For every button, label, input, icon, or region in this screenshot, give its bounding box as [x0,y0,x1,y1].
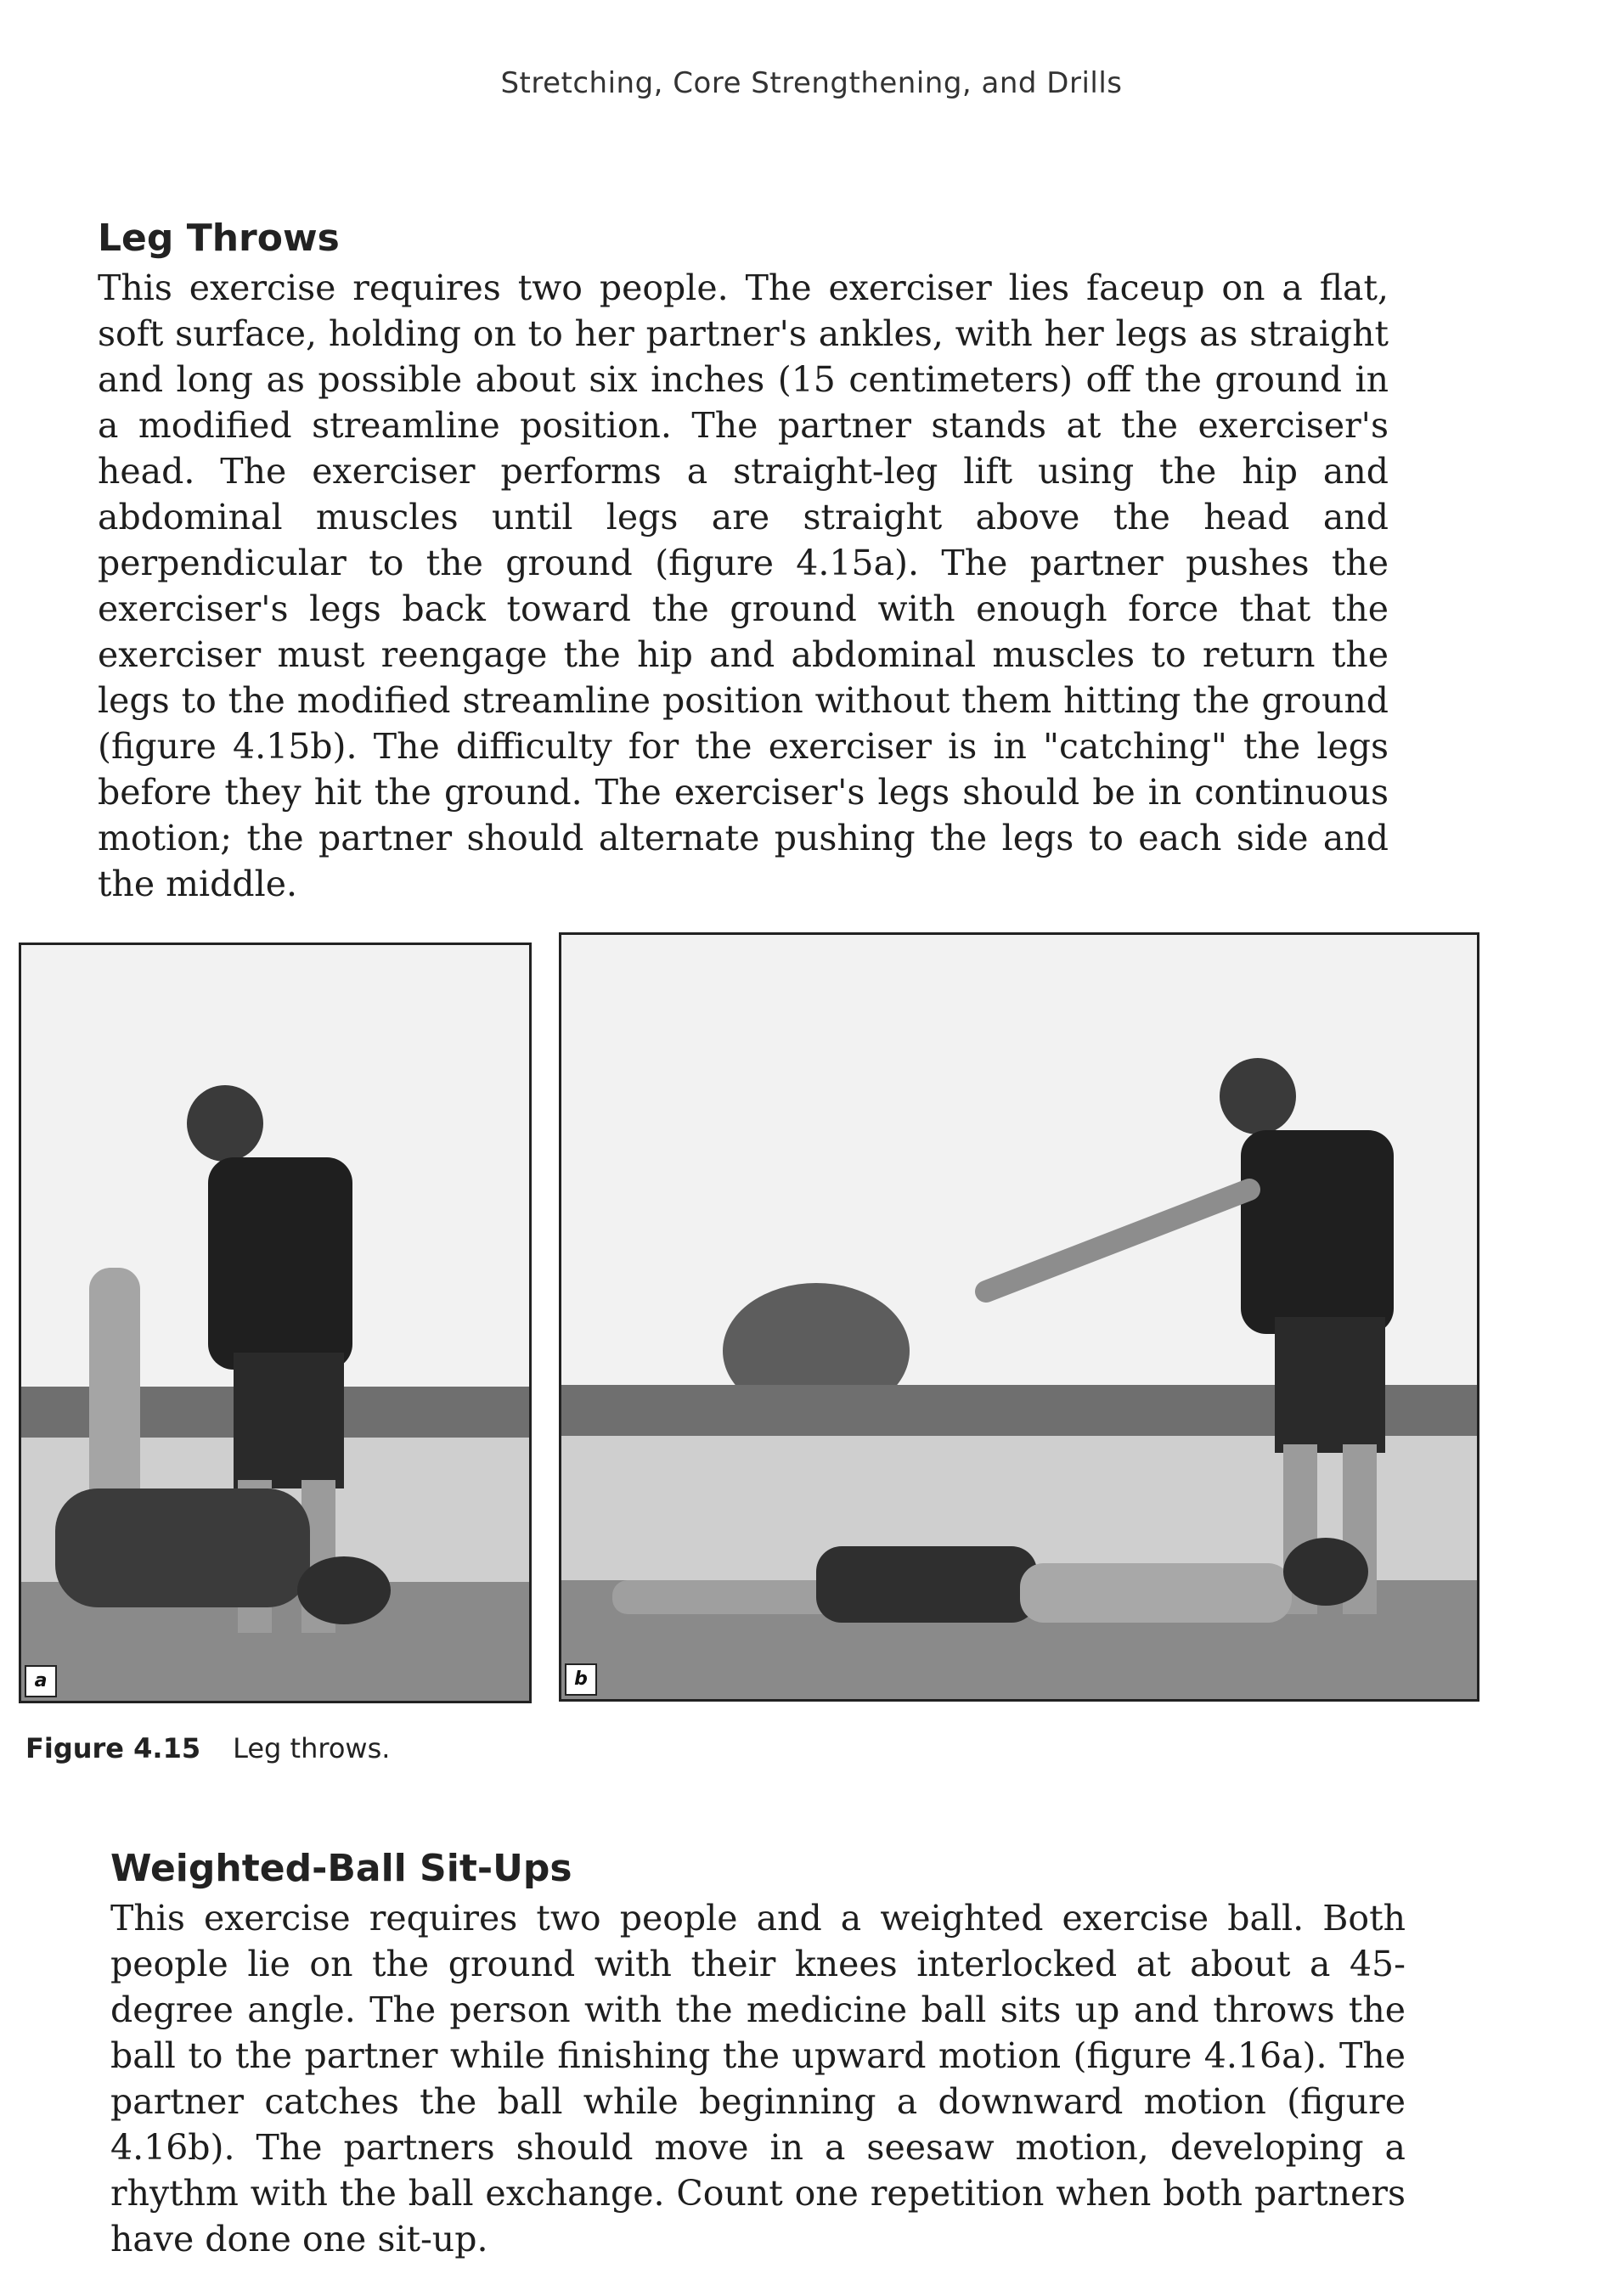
figure-photo-a [19,943,532,1703]
section-leg-throws [98,217,1389,907]
photo-a-illustration [21,945,529,1701]
panel-label-b: b [565,1663,597,1696]
figure-photo-b [559,932,1479,1702]
photo-b-illustration [561,935,1477,1699]
paragraph-weighted-ball: This exercise requires two people and a weighted exercise ball. Both people lie on the ground with their knees interlocked at about a 45-degree angle. The person with the medicine ball sits up and throws the ball to the partner while finishing the upward motion (figure 4.16a). The partner catches the ball while beginning a downward motion (figure 4.16b). The partners should move in a seesaw motion, developing a rhythm with the ball exchange. Count one repetition when both partners have done one sit-up. [110,1898,1406,2259]
panel-label-a: a [25,1665,57,1697]
figure-caption [25,1732,390,1764]
running-head: Stretching, Core Strengthening, and Drills [500,66,1123,100]
figure-number: Figure 4.15 [25,1732,201,1764]
figure-caption-text: Leg throws. [233,1732,391,1764]
section-weighted-ball-sit-ups [110,1847,1406,2262]
section-heading-weighted-ball: Weighted-Ball Sit-Ups [110,1847,572,1890]
paragraph-leg-throws: This exercise requires two people. The exerciser lies faceup on a flat, soft surface, holding on to her partner's ankles, with her legs as straight and long as possible about six inches (15 centimeters) off the ground in a modified streamline position. The partner stands at the exerciser's head. The exerciser performs a straight-leg lift using the hip and abdominal muscles until legs are straight above the head and perpendicular to the ground (figure 4.15a). The partner pushes the exerciser's legs back toward the ground with enough force that the exerciser must reengage the hip and abdominal muscles to return the legs to the modified streamline position without them hitting the ground (figure 4.15b). The difficulty for the exerciser is in "catching" the legs before they hit the ground. The exerciser's legs should be in continuous motion; the partner should alternate pushing the legs to each side and the middle. [98,267,1389,904]
section-heading-leg-throws: Leg Throws [98,217,340,260]
